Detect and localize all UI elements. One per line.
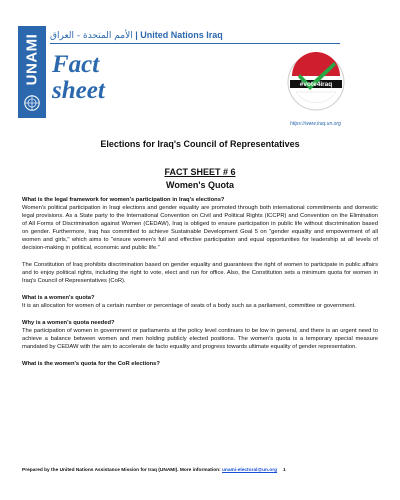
header-arabic: الأمم المتحدة - العراق	[50, 31, 133, 41]
brand-vertical	[18, 26, 46, 92]
header-divider	[50, 43, 340, 44]
section-heading: Why is a women's quota needed?	[22, 320, 115, 326]
fact-sheet-title	[52, 52, 105, 104]
vote4iraq-logo	[286, 52, 346, 112]
document-subtitle: Elections for Iraq's Council of Representatives	[100, 139, 300, 149]
brand-sidebar	[18, 26, 46, 118]
logo-label: #vote4iraq	[299, 81, 333, 88]
un-emblem-icon	[23, 94, 41, 112]
fact-sheet-topic: Women's Quota	[166, 180, 234, 190]
section-paragraph: It is an allocation for women of a certain number or percentage of seats of a body such as a parliament, committee or government.	[22, 303, 356, 309]
section-paragraph: Women's political participation in Iraqi elections and gender equality are promoted through both international commitments and domestic legal provisions. As a State party to the International Convention on Civil and Political Rights (ICCPR) and Convention on the Elimination of All Forms of Discrimination against Women (CEDAW), Iraq is obliged to ensure participation in public life without discrimination based on gender. Furthermore, Iraq has committed to achieve Sustainable Development Goal 5 on "gender equality and empowerment of all women and girls," which aims to "ensure women's full and effective participation and equal opportunities for leadership at all levels of decision-making in political, economic and public life."	[22, 205, 378, 251]
document-body	[22, 196, 378, 368]
section-paragraph: The Constitution of Iraq prohibits discrimination based on gender equality and guarantees the right of women to participate in public affairs and to enjoy political rights, including the right to vote, elect and run for office. Also, the Constitution sets a minimum quota for women in Iraq's Council of Representatives (CoR).	[22, 262, 378, 284]
website-url[interactable]: https://www.iraq.un.org	[290, 121, 341, 127]
page-footer	[22, 468, 378, 473]
fact-sheet-number: FACT SHEET # 6	[164, 167, 236, 177]
title-line-2: sheet	[52, 77, 105, 104]
section-paragraph: The participation of women in government or parliaments at the policy level continues to be low in general, and there is an urgent need to achieve a balance between women and men holding publicly elected positions. The women's quota is a temporary special measure mandated by CEDAW with the aim to accelerate de facto equality and progress towards ultimate equality of gender representation.	[22, 328, 378, 350]
brand-vertical-text: UNAMI	[23, 33, 41, 85]
section-heading: What is the women's quota for the CoR elections?	[22, 361, 160, 367]
header-separator: |	[132, 30, 141, 40]
header-english: United Nations Iraq	[140, 30, 223, 40]
section-heading: What is the legal framework for women's participation in Iraq's elections?	[22, 197, 225, 203]
section-heading: What is a women's quota?	[22, 295, 95, 301]
title-line-1: Fact	[52, 51, 100, 78]
footer-text: Prepared by the United Nations Assistance Mission for Iraq (UNAMI). More information:	[22, 468, 222, 473]
header-line	[50, 30, 223, 41]
footer-email-link[interactable]: unami-electoral@un.org	[221, 468, 278, 473]
page-number: 1	[283, 468, 286, 473]
